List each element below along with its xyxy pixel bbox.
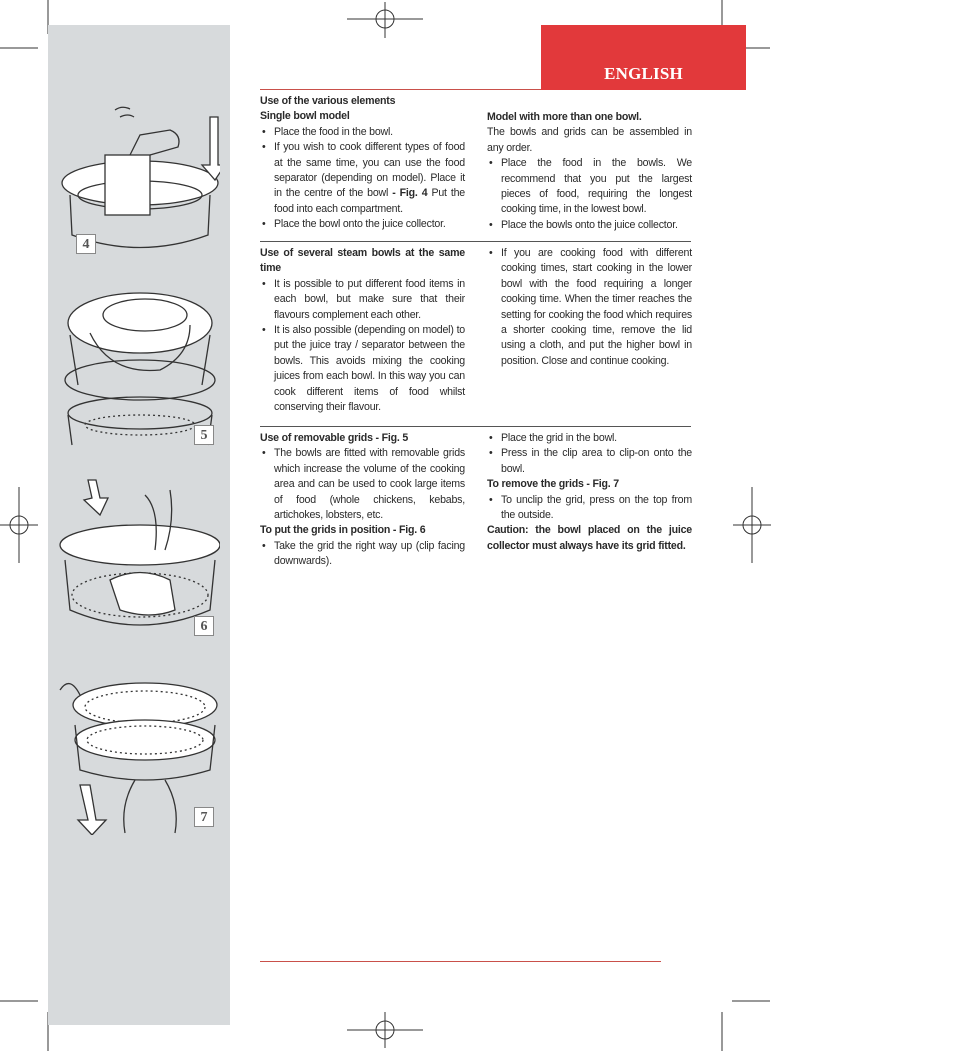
- list-item: • Place the food in the bowl.: [260, 125, 465, 140]
- list-item: • Take the grid the right way up (clip facing downwards).: [260, 539, 465, 570]
- footer-rule: [260, 961, 661, 962]
- section-subheading: Single bowl model: [260, 110, 350, 123]
- figure-number: 4: [76, 234, 96, 254]
- section-subheading: To remove the grids - Fig. 7: [487, 478, 619, 491]
- language-tab: [541, 25, 746, 90]
- paragraph: The bowls and grids can be assembled in any order.: [487, 126, 692, 154]
- section-heading: Use of several steam bowls at the same time: [260, 247, 465, 275]
- language-label: ENGLISH: [604, 64, 683, 83]
- section-2-left: [260, 246, 465, 415]
- section-divider: [260, 426, 691, 427]
- figure-number: 6: [194, 616, 214, 636]
- section-heading: Use of removable grids - Fig. 5: [260, 432, 409, 444]
- list-item: • Press in the clip area to clip-on onto the bowl.: [487, 446, 692, 477]
- list-item: • If you are cooking food with different cooking times, start cooking in the lower bowl with the food requiring a longer cooking time. When the timer reaches the setting for cooking the food which requires a shorter cooking time, remove the lid using a cloth, and put the higher bowl in position. Close and continue cooking.: [487, 246, 692, 369]
- section-3-left: [260, 431, 465, 570]
- section-3-right: [487, 431, 692, 554]
- figure-number: 7: [194, 807, 214, 827]
- section-2-right: [487, 246, 692, 369]
- section-1-right: [487, 110, 692, 233]
- list-item: • Place the grid in the bowl.: [487, 431, 692, 446]
- list-item: • It is possible to put different food items in each bowl, but make sure that their flavours complement each other.: [260, 277, 465, 323]
- list-item: • Place the bowl onto the juice collector.: [260, 217, 465, 232]
- top-rule: [260, 89, 541, 90]
- section-subheading: Model with more than one bowl.: [487, 111, 642, 123]
- figure-number: 5: [194, 425, 214, 445]
- section-subheading: To put the grids in position - Fig. 6: [260, 524, 426, 537]
- section-heading: Use of the various elements: [260, 95, 396, 107]
- list-item: • If you wish to cook different types of food at the same time, you can use the food separator (depending on model). Place it in the centre of the bowl - Fig. 4 Put the food into each compartment.: [260, 140, 465, 217]
- list-item: • To unclip the grid, press on the top from the outside.: [487, 493, 692, 524]
- grid-placing-illustration: [50, 470, 220, 640]
- section-divider: [260, 241, 691, 242]
- caution-note: Caution: the bowl placed on the juice collector must always have its grid fitted.: [487, 524, 692, 552]
- list-item: • Place the food in the bowls. We recommend that you put the largest pieces of food, requiring the longest cooking time, in the lowest bowl.: [487, 156, 692, 218]
- section-1-left: [260, 94, 465, 233]
- list-item: • Place the bowls onto the juice collector.: [487, 218, 692, 233]
- list-item: • The bowls are fitted with removable grids which increase the volume of the cooking area and can be used to cook large items of food (whole chickens, kebabs, artichokes, lobsters, etc.: [260, 446, 465, 523]
- list-item: • It is also possible (depending on model) to put the juice tray / separator between the bowls. This avoids mixing the cooking juices from each bowl. In this way you can cook different items of food whilst conserving their flavour.: [260, 323, 465, 415]
